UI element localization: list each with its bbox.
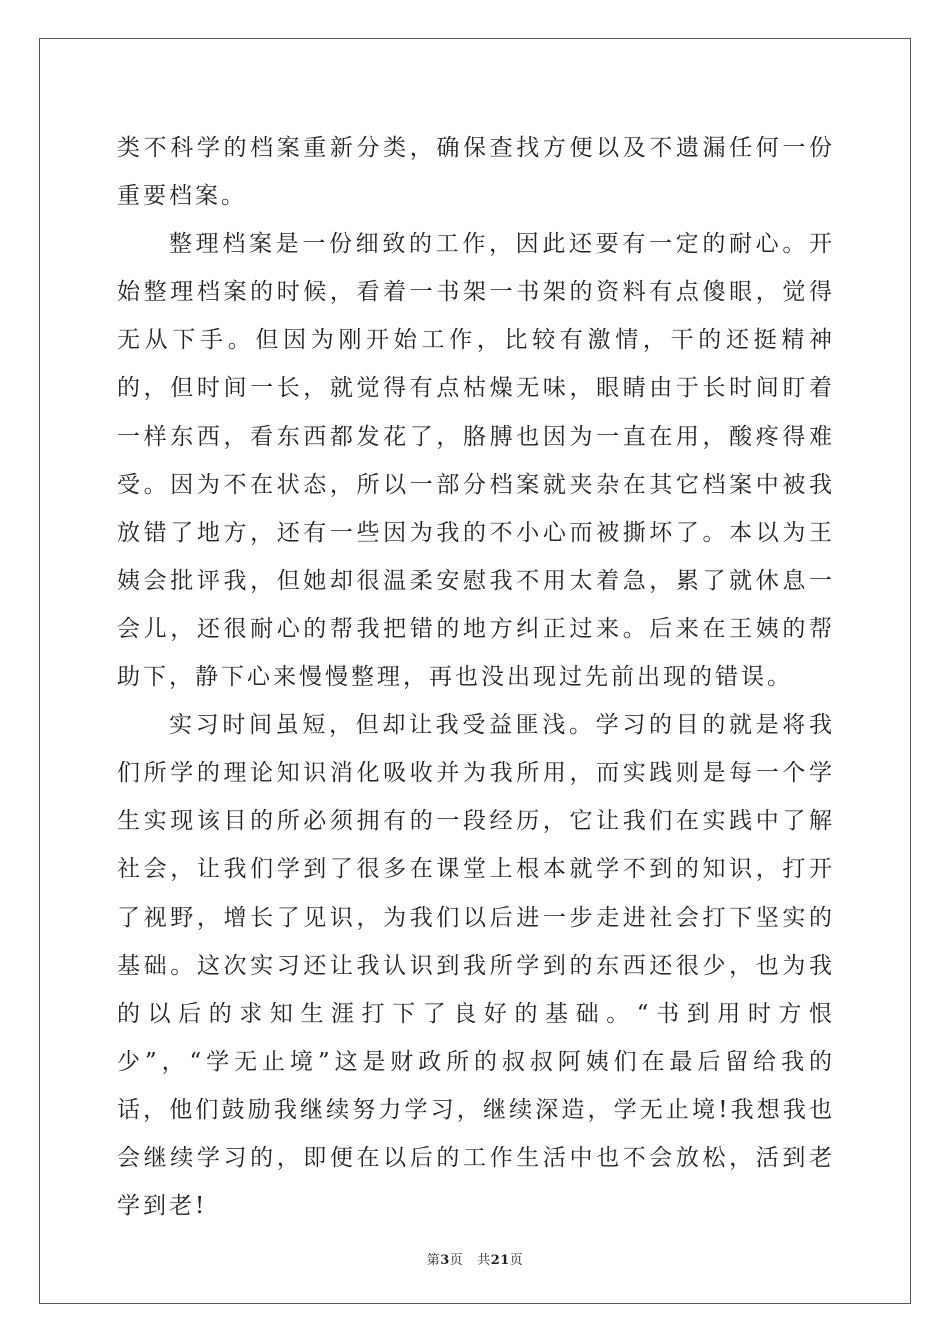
document-body bbox=[117, 124, 835, 1230]
paragraph-archive-work: 整理档案是一份细致的工作，因此还要有一定的耐心。开始整理档案的时候，看着一书架一书架的资料有点傻眼，觉得无从下手。但因为刚开始工作，比较有激情，干的还挺精神的，但时间一长，就觉得有点枯燥无味，眼睛由于长时间盯着一样东西，看东西都发花了，胳膊也因为一直在用，酸疼得难受。因为不在状态，所以一部分档案就夹杂在其它档案中被我放错了地方，还有一些因为我的不小心而被撕坏了。本以为王姨会批评我，但她却很温柔安慰我不用太着急，累了就休息一会儿，还很耐心的帮我把错的地方纠正过来。后来在王姨的帮助下，静下心来慢慢整理，再也没出现过先前出现的错误。 bbox=[117, 231, 835, 691]
page-number-label: 第3页 bbox=[426, 1253, 464, 1268]
current-page-number: 3 bbox=[440, 1253, 450, 1268]
total-pages-label: 共21页 bbox=[477, 1253, 524, 1268]
paragraph-internship-summary: 实习时间虽短，但却让我受益匪浅。学习的目的就是将我们所学的理论知识消化吸收并为我所用，而实践则是每一个学生实现该目的所必须拥有的一段经历，它让我们在实践中了解社会，让我们学到了很多在课堂上根本就学不到的知识，打开了视野，增长了见识，为我们以后进一步走进社会打下坚实的基础。这次实习还让我认识到我所学到的东西还很少，也为我的以后的求知生涯打下了良好的基础。“书到用时方恨少”，“学无止境”这是财政所的叔叔阿姨们在最后留给我的话，他们鼓励我继续努力学习，继续深造，学无止境!我想我也会继续学习的，即便在以后的工作生活中也不会放松，活到老学到老! bbox=[117, 712, 835, 1220]
page-footer bbox=[0, 1249, 950, 1268]
total-page-count: 21 bbox=[490, 1253, 510, 1268]
paragraph-continued: 类不科学的档案重新分类，确保查找方便以及不遗漏任何一份重要档案。 bbox=[117, 135, 835, 210]
